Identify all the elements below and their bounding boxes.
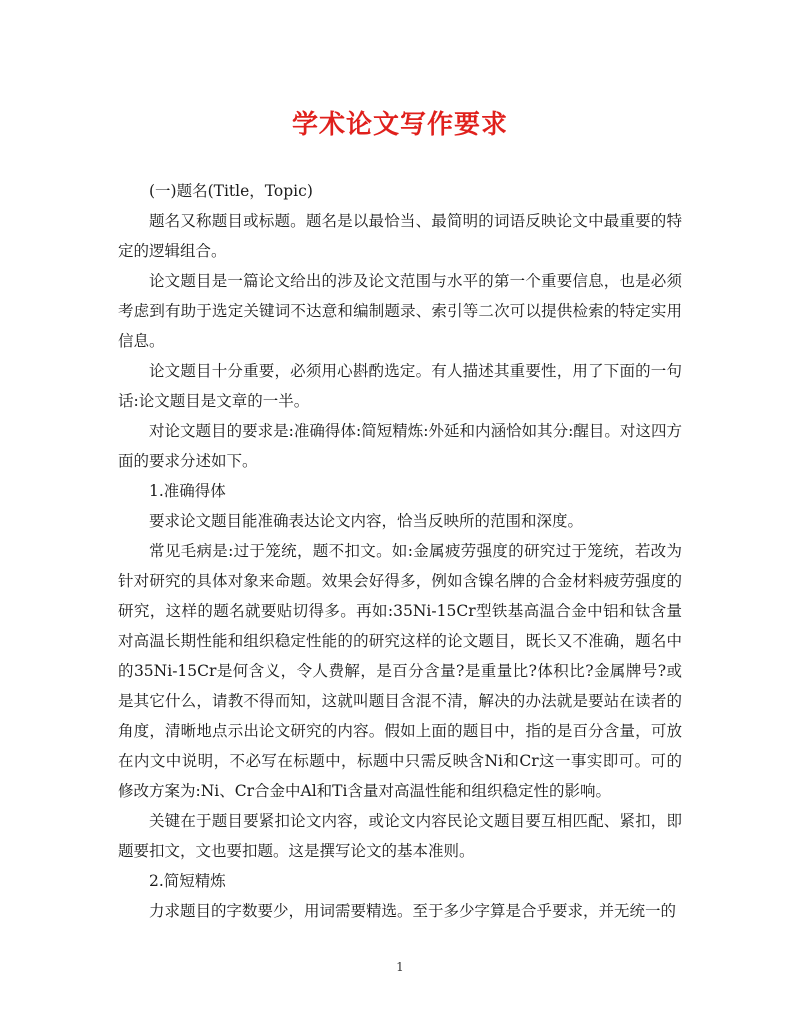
document-body	[118, 176, 682, 926]
document-title: 学术论文写作要求	[291, 110, 508, 140]
paragraph: 论文题目十分重要，必须用心斟酌选定。有人描述其重要性，用了下面的一句话:论文题目是文章的一半。	[118, 362, 682, 410]
paragraph: 力求题目的字数要少，用词需要精选。至于多少字算是合乎要求，并无统一的	[149, 902, 677, 920]
paragraph: 对论文题目的要求是:准确得体:简短精炼:外延和内涵恰如其分:醒目。对这四方面的要求分述如下。	[118, 422, 682, 470]
paragraph: 题名又称题目或标题。题名是以最恰当、最简明的词语反映论文中最重要的特定的逻辑组合。	[118, 212, 682, 260]
paragraph: 要求论文题目能准确表达论文内容，恰当反映所的范围和深度。	[149, 512, 584, 530]
paragraph: 常见毛病是:过于笼统，题不扣文。如:金属疲劳强度的研究过于笼统，若改为针对研究的具体对象来命题。效果会好得多，例如含镍名牌的合金材料疲劳强度的研究，这样的题名就要贴切得多。再如:35Ni-15Cr型铁基高温合金中铝和钛含量对高温长期性能和组织稳定性能的的研究这样的论文题目，既长又不准确，题名中的35Ni-15Cr是何含义，令人费解，是百分含量?是重量比?体积比?金属牌号?或是其它什么，请教不得而知，这就叫题目含混不清，解决的办法就是要站在读者的角度，清晰地点示出论文研究的内容。假如上面的题目中，指的是百分含量，可放在内文中说明，不必写在标题中，标题中只需反映含Ni和Cr这一事实即可。可的修改方案为:Ni、Cr合金中Al和Ti含量对高温性能和组织稳定性的影响。	[118, 542, 682, 800]
page-number: 1	[396, 960, 404, 974]
section-heading-concise: 2.简短精炼	[149, 872, 226, 890]
paragraph: 论文题目是一篇论文给出的涉及论文范围与水平的第一个重要信息，也是必须考虑到有助于选定关键词不达意和编制题录、索引等二次可以提供检索的特定实用信息。	[118, 272, 682, 350]
section-heading-accurate: 1.准确得体	[149, 482, 226, 500]
section-heading-title: (一)题名(Title，Topic)	[149, 182, 313, 200]
paragraph: 关键在于题目要紧扣论文内容，或论文内容民论文题目要互相匹配、紧扣，即题要扣文，文也要扣题。这是撰写论文的基本准则。	[118, 812, 682, 860]
